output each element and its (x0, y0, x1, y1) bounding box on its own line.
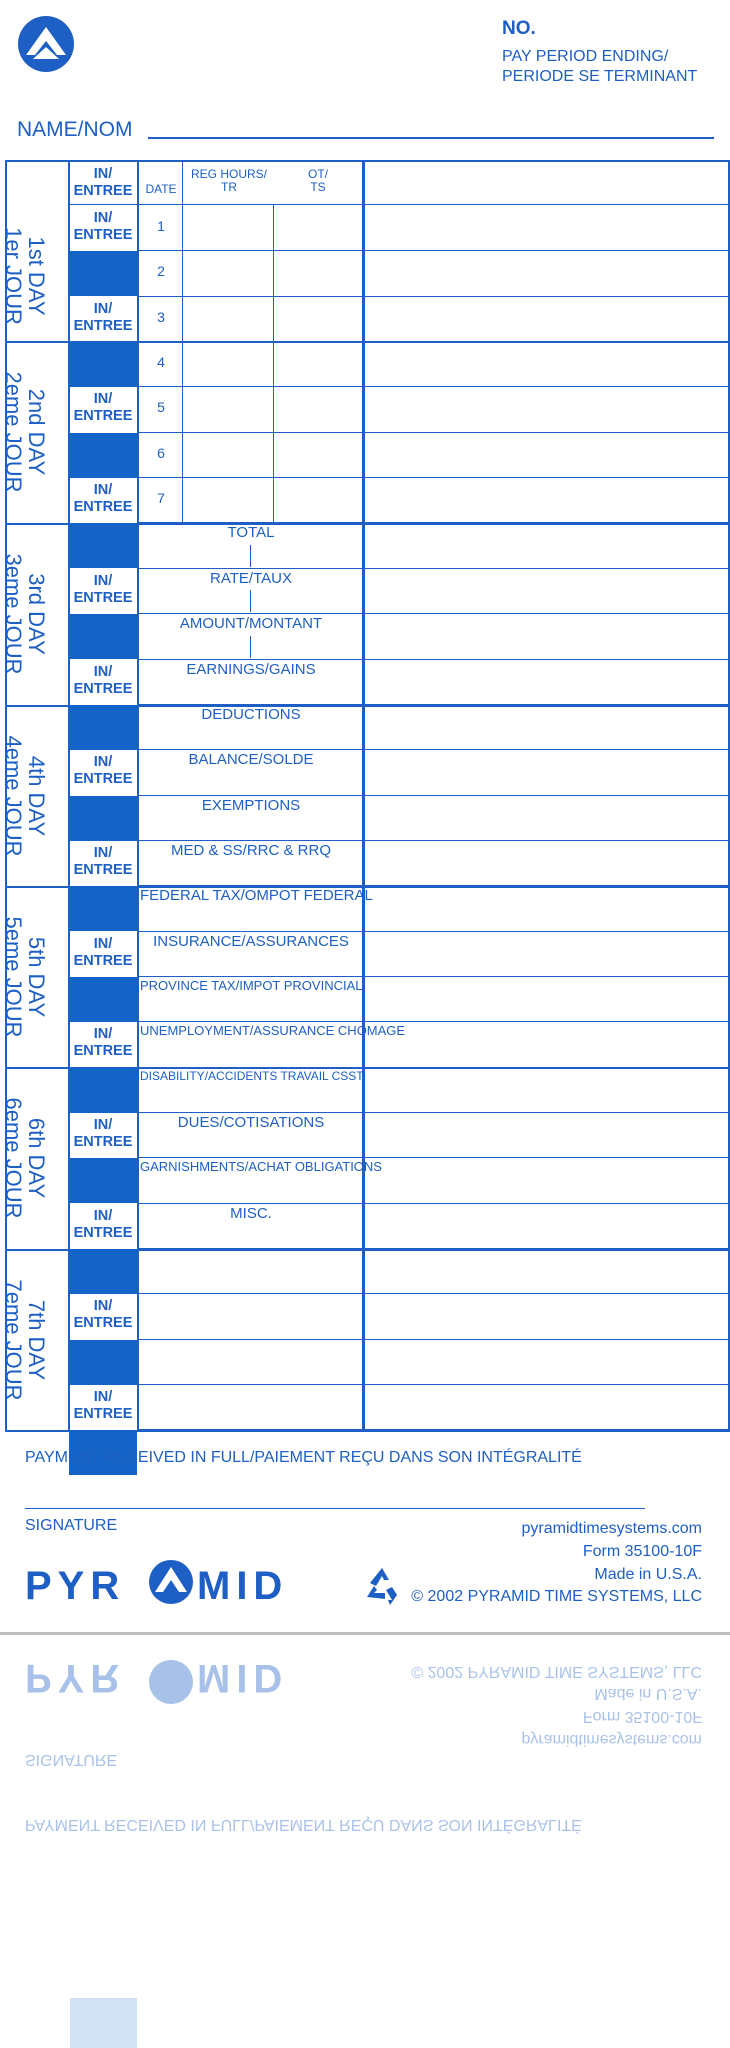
summary-row-label: RATE/TAUX (210, 570, 292, 587)
row-divider (137, 386, 728, 387)
out-cell-fill (69, 1340, 137, 1385)
svg-text:MID: MID (197, 1656, 289, 1700)
row-divider (137, 976, 728, 977)
svg-text:PYR: PYR (25, 1656, 126, 1700)
row-divider (137, 1339, 728, 1340)
day-label: 7th DAY 7eme JOUR (1, 1278, 49, 1401)
reflection-fill (70, 1998, 137, 2048)
summary-row-label: INSURANCE/ASSURANCES (153, 933, 349, 950)
row-divider (137, 1021, 728, 1022)
in-entree-label: IN/ ENTREE (73, 1208, 133, 1241)
in-entree-label: IN/ ENTREE (73, 1298, 133, 1331)
reflection-divider (0, 1632, 730, 1635)
form-number-text: Form 35100-10F (582, 1543, 702, 1560)
reg-hours-header-label: REG HOURS/ TR (190, 167, 267, 194)
made-in-text: Made in U.S.A. (594, 1566, 702, 1583)
reflection-website: pyramidtimesystems.com (521, 1731, 702, 1748)
out-cell-fill (69, 523, 137, 568)
pyramid-wordmark-logo (25, 1558, 315, 1608)
payment-received-text: PAYMENT RECEIVED IN FULL/PAIEMENT REÇU DANS SON INTÉGRALITÉ (25, 1449, 582, 1466)
reflection-signature-text: SIGNATURE (25, 1751, 118, 1768)
summary-row-label: EXEMPTIONS (201, 797, 301, 814)
date-number: 7 (157, 490, 165, 506)
out-cell-fill (69, 886, 137, 931)
ot-header-label: OT/ TS (308, 167, 328, 194)
summary-row-label: PROVINCE TAX/IMPOT PROVINCIAL (140, 978, 363, 993)
row-divider (137, 659, 728, 660)
svg-text:MID: MID (197, 1564, 289, 1608)
row-divider (137, 1293, 728, 1294)
summary-row-label: MISC. (230, 1205, 272, 1222)
out-cell-fill (69, 1068, 137, 1113)
in-header-label: IN/ ENTREE (73, 166, 133, 199)
date-header-label: DATE (145, 182, 177, 196)
out-cell-fill (69, 614, 137, 659)
row-divider (137, 1112, 728, 1113)
row-divider (137, 840, 728, 841)
row-divider (137, 568, 728, 569)
reflection (0, 1636, 730, 2048)
date-number: 6 (157, 445, 165, 461)
pay-period-label-en: PAY PERIOD ENDING/ (502, 48, 669, 65)
row-divider (137, 795, 728, 796)
out-cell-fill (69, 433, 137, 478)
svg-text:PYR: PYR (25, 1564, 126, 1608)
reflection-copyright: © 2002 PYRAMID TIME SYSTEMS, LLC (411, 1663, 702, 1680)
in-entree-label: IN/ ENTREE (73, 482, 133, 515)
copyright-text: © 2002 PYRAMID TIME SYSTEMS, LLC (411, 1588, 702, 1605)
signature-label: SIGNATURE (25, 1517, 118, 1534)
day-label: 1st DAY 1er JOUR (1, 226, 49, 325)
out-cell-fill (69, 705, 137, 750)
row-divider (137, 1157, 728, 1158)
reflection-payment-text: PAYMENT RECEIVED IN FULL/PAIEMENT REÇU DANS SON INTÉGRALITÉ (25, 1816, 582, 1833)
summary-row-label: GARNISHMENTS/ACHAT OBLIGATIONS (140, 1159, 382, 1174)
row-divider (137, 1429, 728, 1430)
date-number: 2 (157, 263, 165, 279)
date-number: 1 (157, 218, 165, 234)
out-cell-fill (69, 342, 137, 387)
in-entree-label: IN/ ENTREE (73, 936, 133, 969)
row-divider (137, 296, 728, 297)
date-number: 5 (157, 399, 165, 415)
row-divider (137, 749, 728, 750)
name-label: NAME/NOM (17, 118, 133, 141)
row-divider (137, 432, 728, 433)
summary-row-label: DISABILITY/ACCIDENTS TRAVAIL CSST (140, 1069, 364, 1083)
in-entree-label: IN/ ENTREE (73, 1117, 133, 1150)
summary-row-label: BALANCE/SOLDE (188, 751, 314, 768)
summary-row-label: AMOUNT/MONTANT (179, 615, 323, 632)
summary-row-label: EARNINGS/GAINS (186, 661, 316, 678)
row-divider (137, 477, 728, 478)
date-number: 3 (157, 309, 165, 325)
out-cell-fill (69, 977, 137, 1022)
row-divider (137, 931, 728, 932)
out-cell-fill (69, 251, 137, 296)
in-entree-label: IN/ ENTREE (73, 1026, 133, 1059)
payment-line[interactable] (25, 1508, 645, 1509)
in-entree-label: IN/ ENTREE (73, 573, 133, 606)
summary-row-label: UNEMPLOYMENT/ASSURANCE CHOMAGE (140, 1023, 406, 1038)
out-cell-fill (69, 1249, 137, 1294)
in-entree-label: IN/ ENTREE (73, 210, 133, 243)
summary-row-label: TOTAL (227, 524, 275, 541)
day-label: 6th DAY 6eme JOUR (1, 1097, 49, 1219)
no-label: NO. (502, 18, 536, 39)
out-cell-fill (69, 796, 137, 841)
in-entree-label: IN/ ENTREE (73, 391, 133, 424)
in-entree-label: IN/ ENTREE (73, 845, 133, 878)
row-divider (137, 250, 728, 251)
row-divider (137, 1384, 728, 1385)
day-label: 3rd DAY 3eme JOUR (1, 553, 49, 675)
summary-row-label: MED & SS/RRC & RRQ (170, 842, 332, 859)
day-label: 2nd DAY 2eme JOUR (1, 371, 49, 493)
website-text: pyramidtimesystems.com (521, 1520, 702, 1537)
row-divider (137, 1203, 728, 1204)
recycle-icon (361, 1565, 403, 1607)
summary-row-label: DEDUCTIONS (201, 706, 301, 723)
reflection-logo (25, 1656, 315, 1706)
out-cell-fill (69, 1158, 137, 1203)
in-entree-label: IN/ ENTREE (73, 301, 133, 334)
in-entree-label: IN/ ENTREE (73, 754, 133, 787)
reflection-made: Made in U.S.A. (594, 1685, 702, 1702)
summary-row-label: FEDERAL TAX/OMPOT FEDERAL (140, 887, 373, 904)
summary-row-label: DUES/COTISATIONS (177, 1114, 325, 1131)
day-label: 5th DAY 5eme JOUR (1, 915, 49, 1038)
pay-period-label-fr: PERIODE SE TERMINANT (502, 68, 698, 85)
reflection-form: Form 35100-10F (582, 1708, 702, 1725)
in-entree-label: IN/ ENTREE (73, 1389, 133, 1422)
row-divider (137, 613, 728, 614)
date-number: 4 (157, 354, 165, 370)
in-entree-label: IN/ ENTREE (73, 664, 133, 697)
day-label: 4th DAY 4eme JOUR (1, 734, 49, 857)
